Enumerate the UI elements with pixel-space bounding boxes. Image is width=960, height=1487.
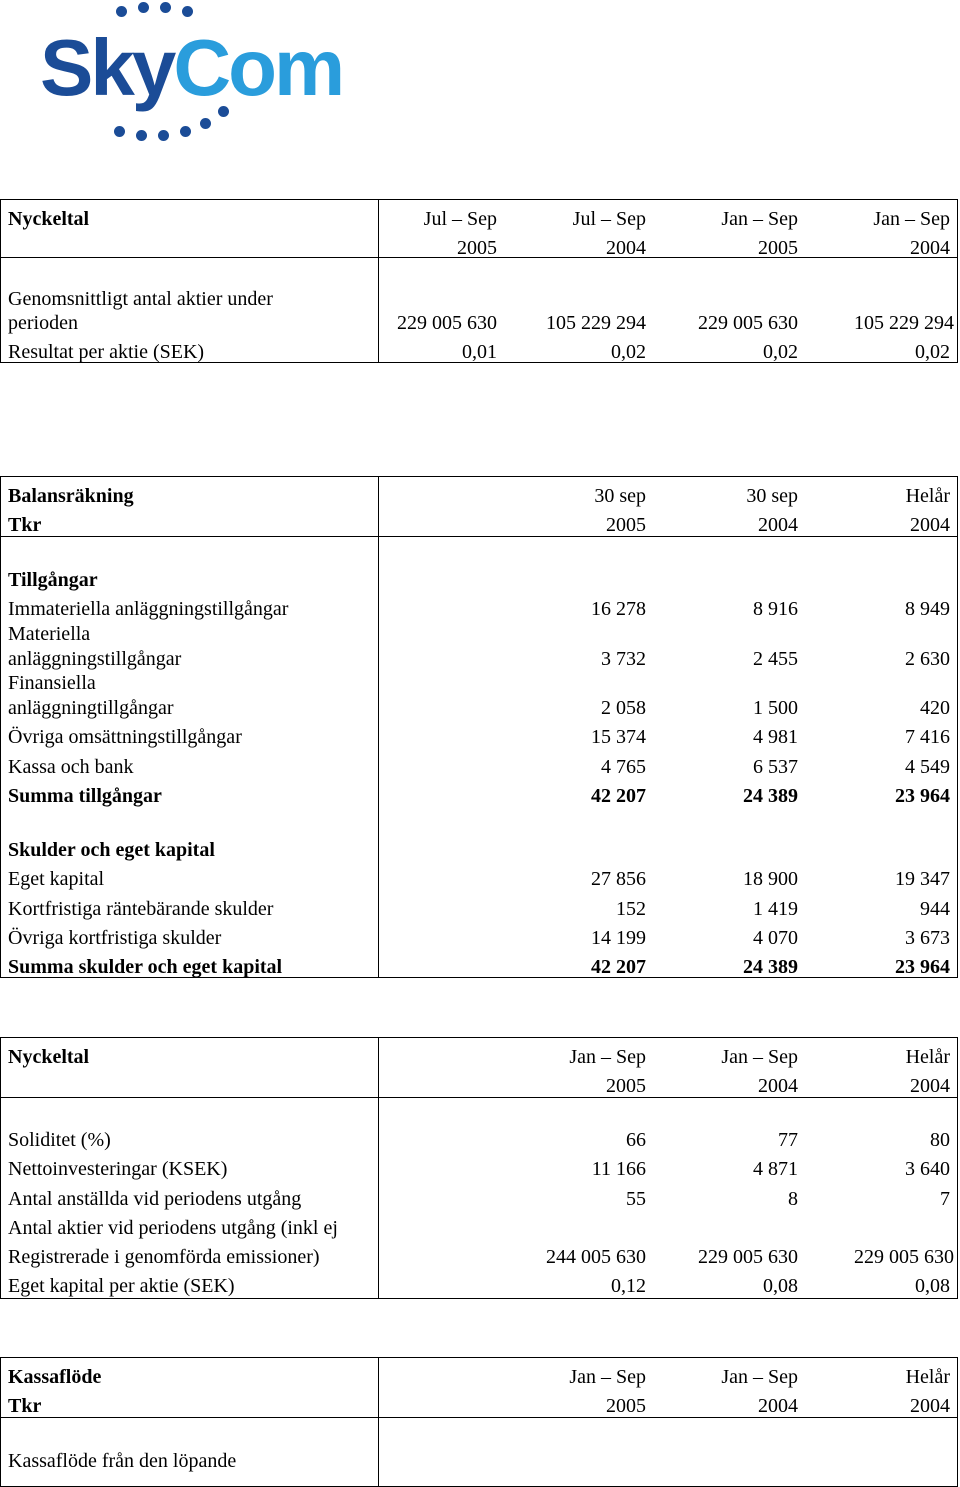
row-label-total: Summa skulder och eget kapital — [8, 956, 283, 978]
row-label: anläggningstillgångar — [8, 648, 182, 670]
column-header: Jan – Sep — [721, 1366, 798, 1388]
section-heading: Skulder och eget kapital — [8, 839, 215, 861]
header-divider — [1, 1097, 957, 1098]
cell-value: 55 — [626, 1188, 646, 1210]
cell-value: 4 549 — [905, 756, 950, 778]
cell-value: 66 — [626, 1129, 646, 1151]
cell-value: 229 005 630 — [397, 312, 497, 334]
cell-value: 420 — [920, 697, 950, 719]
row-label: Övriga omsättningstillgångar — [8, 726, 242, 748]
column-divider — [378, 1038, 379, 1298]
nyckeltal-quarter-table — [0, 199, 958, 363]
cell-value: 105 229 294 — [546, 312, 646, 334]
column-header: Jan – Sep — [569, 1046, 646, 1068]
header-divider — [1, 1417, 957, 1418]
row-label: Materiella — [8, 623, 91, 645]
column-header: 2005 — [606, 1075, 646, 1097]
cell-value: 152 — [616, 898, 646, 920]
cell-value: 4 871 — [753, 1158, 798, 1180]
column-header: Helår — [905, 1366, 950, 1388]
column-header: 2004 — [758, 514, 798, 536]
cell-value: 0,02 — [915, 341, 950, 363]
logo-dot — [116, 6, 127, 17]
table-subtitle: Tkr — [8, 1395, 42, 1417]
cell-value: 0,08 — [915, 1275, 950, 1297]
cell-value: 1 419 — [753, 898, 798, 920]
cell-value: 7 416 — [905, 726, 950, 748]
column-header: Helår — [905, 485, 950, 507]
logo-sky-text: Sky — [40, 23, 174, 112]
row-label: Soliditet (%) — [8, 1129, 111, 1151]
cell-value: 15 374 — [591, 726, 646, 748]
logo-dot — [158, 130, 169, 141]
logo-dot — [182, 6, 193, 17]
cell-value: 8 — [788, 1188, 798, 1210]
logo-com-text: Com — [173, 23, 343, 112]
cell-value-total: 24 389 — [743, 785, 798, 807]
column-header: 2004 — [758, 1395, 798, 1417]
cell-value: 3 640 — [905, 1158, 950, 1180]
skycom-logo — [36, 0, 343, 150]
cell-value: 244 005 630 — [546, 1246, 646, 1268]
cell-value: 8 916 — [753, 598, 798, 620]
section-heading: Tillgångar — [8, 569, 98, 591]
cell-value: 3 732 — [601, 648, 646, 670]
balansrakning-table — [0, 476, 958, 978]
column-header: Helår — [905, 1046, 950, 1068]
row-label: Övriga kortfristiga skulder — [8, 927, 222, 949]
table-title: Nyckeltal — [8, 1046, 90, 1068]
cell-value: 77 — [778, 1129, 798, 1151]
cell-value: 0,08 — [763, 1275, 798, 1297]
cell-value: 0,02 — [611, 341, 646, 363]
column-header: Jan – Sep — [721, 208, 798, 230]
cell-value-total: 23 964 — [895, 956, 950, 978]
row-label: Antal aktier vid periodens utgång (inkl ej — [8, 1217, 338, 1239]
row-label: Genomsnittligt antal aktier under — [8, 288, 273, 310]
cell-value: 4 070 — [753, 927, 798, 949]
column-header: 2004 — [910, 514, 950, 536]
column-divider — [378, 477, 379, 977]
column-header: Jan – Sep — [873, 208, 950, 230]
cell-value: 2 630 — [905, 648, 950, 670]
column-header: 2005 — [606, 1395, 646, 1417]
logo-wordmark — [40, 23, 343, 112]
cell-value: 2 058 — [601, 697, 646, 719]
column-header: 2005 — [457, 237, 497, 259]
row-label: Eget kapital — [8, 868, 105, 890]
column-header: 2004 — [606, 237, 646, 259]
cell-value: 229 005 630 — [698, 1246, 798, 1268]
column-header: 2005 — [606, 514, 646, 536]
logo-dot — [160, 2, 171, 13]
table-title: Nyckeltal — [8, 208, 90, 230]
column-header: Jan – Sep — [721, 1046, 798, 1068]
column-header: 2004 — [910, 1075, 950, 1097]
cell-value: 8 949 — [905, 598, 950, 620]
column-header: 2004 — [910, 1395, 950, 1417]
logo-dot — [138, 2, 149, 13]
row-label: Finansiella — [8, 672, 96, 694]
cell-value: 18 900 — [743, 868, 798, 890]
logo-dot — [136, 130, 147, 141]
cell-value: 7 — [940, 1188, 950, 1210]
cell-value: 1 500 — [753, 697, 798, 719]
column-header: 2004 — [910, 237, 950, 259]
kassaflode-table — [0, 1357, 958, 1487]
row-label: Kassaflöde från den löpande — [8, 1450, 237, 1472]
cell-value-total: 24 389 — [743, 956, 798, 978]
logo-dot — [114, 126, 125, 137]
table-subtitle: Tkr — [8, 514, 42, 536]
cell-value: 16 278 — [591, 598, 646, 620]
cell-value: 0,12 — [611, 1275, 646, 1297]
cell-value: 3 673 — [905, 927, 950, 949]
row-label: Kortfristiga räntebärande skulder — [8, 898, 274, 920]
cell-value-total: 42 207 — [591, 785, 646, 807]
cell-value: 6 537 — [753, 756, 798, 778]
cell-value-total: 42 207 — [591, 956, 646, 978]
row-label: Registrerade i genomförda emissioner) — [8, 1246, 320, 1268]
row-label: Nettoinvesteringar (KSEK) — [8, 1158, 228, 1180]
cell-value: 11 166 — [591, 1158, 646, 1180]
column-header: 2005 — [758, 237, 798, 259]
row-label: anläggningtillgångar — [8, 697, 174, 719]
row-label: Kassa och bank — [8, 756, 134, 778]
column-divider — [378, 1358, 379, 1486]
cell-value: 229 005 630 — [854, 1246, 954, 1268]
nyckeltal-year-table — [0, 1037, 958, 1299]
cell-value-total: 23 964 — [895, 785, 950, 807]
row-label: Immateriella anläggningstillgångar — [8, 598, 289, 620]
row-label-total: Summa tillgångar — [8, 785, 162, 807]
logo-dot — [200, 118, 211, 129]
cell-value: 944 — [920, 898, 950, 920]
cell-value: 229 005 630 — [698, 312, 798, 334]
cell-value: 105 229 294 — [854, 312, 954, 334]
cell-value: 14 199 — [591, 927, 646, 949]
logo-dot — [180, 126, 191, 137]
cell-value: 19 347 — [895, 868, 950, 890]
cell-value: 27 856 — [591, 868, 646, 890]
column-header: Jul – Sep — [423, 208, 497, 230]
header-divider — [1, 536, 957, 537]
row-label: perioden — [8, 312, 78, 334]
row-label: Resultat per aktie (SEK) — [8, 341, 205, 363]
column-divider — [378, 200, 379, 362]
column-header: Jan – Sep — [569, 1366, 646, 1388]
column-header: 30 sep — [746, 485, 798, 507]
cell-value: 4 765 — [601, 756, 646, 778]
table-title: Kassaflöde — [8, 1366, 102, 1388]
cell-value: 2 455 — [753, 648, 798, 670]
column-header: 30 sep — [594, 485, 646, 507]
cell-value: 4 981 — [753, 726, 798, 748]
column-header: Jul – Sep — [572, 208, 646, 230]
table-title: Balansräkning — [8, 485, 134, 507]
row-label: Antal anställda vid periodens utgång — [8, 1188, 302, 1210]
cell-value: 0,02 — [763, 341, 798, 363]
cell-value: 0,01 — [462, 341, 497, 363]
row-label: Eget kapital per aktie (SEK) — [8, 1275, 235, 1297]
column-header: 2004 — [758, 1075, 798, 1097]
cell-value: 80 — [930, 1129, 950, 1151]
